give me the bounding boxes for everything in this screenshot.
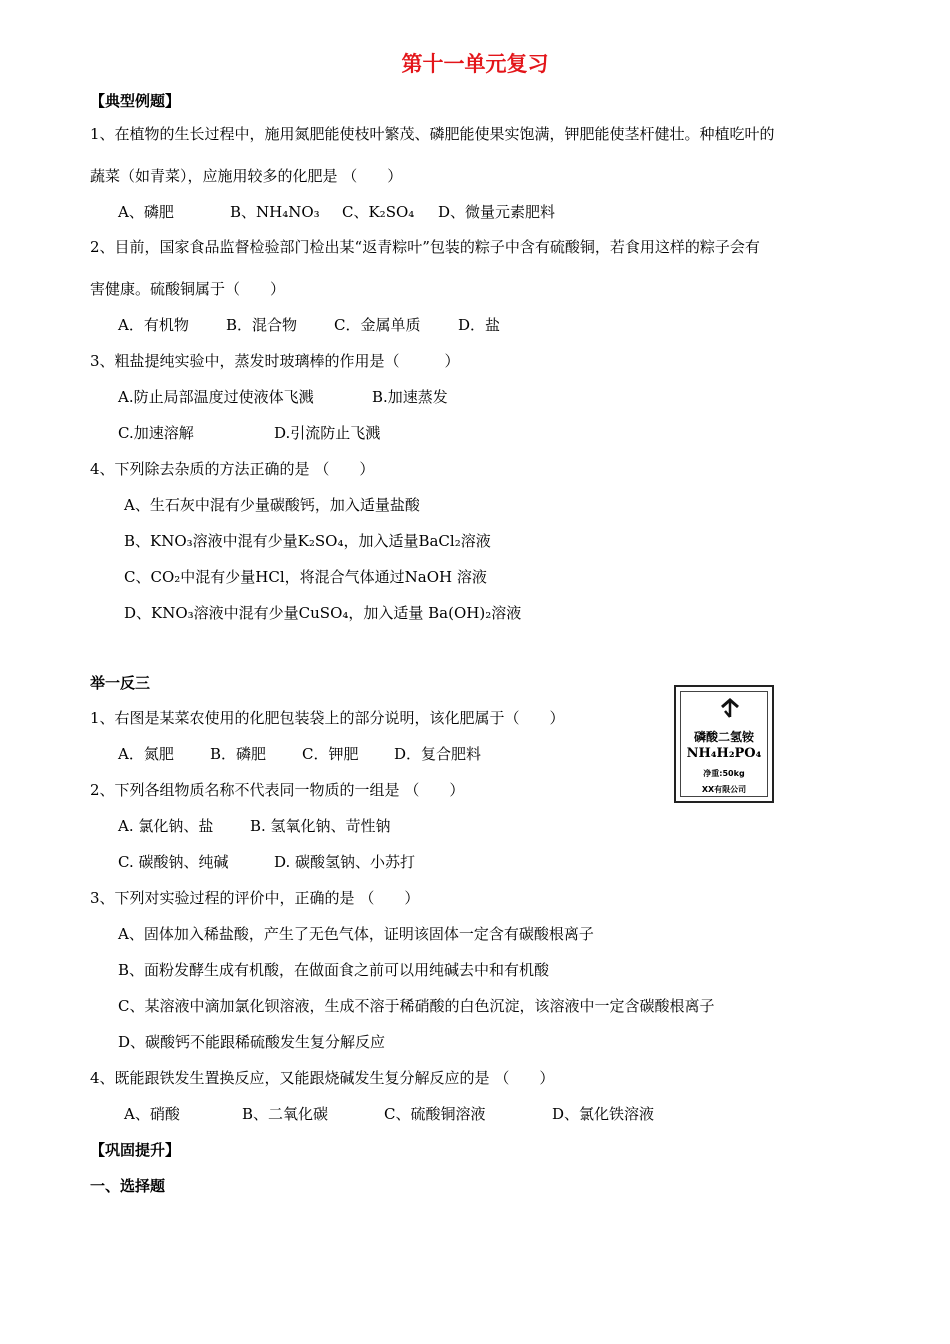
p2-option-b[interactable]: B. 氢氧化钠、苛性钠: [250, 817, 391, 835]
q4-option-b[interactable]: B、KNO₃溶液中混有少量K₂SO₄，加入适量BaCl₂溶液: [124, 532, 491, 550]
q2-option-b[interactable]: B．混合物: [226, 316, 298, 334]
section-typical-examples: 【典型例题】: [90, 92, 181, 110]
section-consolidate: 【巩固提升】: [90, 1141, 181, 1159]
p3-option-c[interactable]: C、某溶液中滴加氯化钡溶液，生成不溶于稀硝酸的白色沉淀，该溶液中一定含碳酸根离子: [118, 997, 715, 1015]
fertilizer-company: XX有限公司: [701, 785, 747, 794]
p4-stem: 4、既能跟铁发生置换反应，又能跟烧碱发生复分解反应的是 （ ）: [90, 1069, 555, 1087]
fertilizer-name: 磷酸二氢铵: [693, 730, 754, 744]
fertilizer-formula: NH₄H₂PO₄: [686, 746, 762, 761]
q4-stem: 4、下列除去杂质的方法正确的是 （ ）: [90, 460, 375, 478]
p1-option-a[interactable]: A．氮肥: [118, 745, 174, 763]
q2-option-a[interactable]: A．有机物: [118, 316, 189, 334]
q3-option-d[interactable]: D.引流防止飞溅: [274, 424, 381, 442]
q1-stem-line2: 蔬菜（如青菜），应施用较多的化肥是 （ ）: [90, 167, 403, 185]
q2-options: [118, 315, 500, 335]
p3-option-a[interactable]: A、固体加入稀盐酸，产生了无色气体，证明该固体一定含有碳酸根离子: [118, 925, 594, 943]
q3-stem: 3、粗盐提纯实验中，蒸发时玻璃棒的作用是（ ）: [90, 352, 460, 370]
q4-option-d[interactable]: D、KNO₃溶液中混有少量CuSO₄，加入适量 Ba(OH)₂溶液: [124, 604, 522, 622]
p2-option-c[interactable]: C. 碳酸钠、纯碱: [118, 853, 229, 871]
p3-option-d[interactable]: D、碳酸钙不能跟稀硫酸发生复分解反应: [118, 1033, 386, 1051]
p3-stem: 3、下列对实验过程的评价中，正确的是 （ ）: [90, 889, 420, 907]
fertilizer-label-image: [674, 685, 774, 803]
p1-stem: 1、右图是某菜农使用的化肥包装袋上的部分说明，该化肥属于（ ）: [90, 709, 565, 727]
p4-option-b[interactable]: B、二氧化碳: [242, 1105, 329, 1123]
q1-option-b[interactable]: B、NH₄NO₃: [230, 203, 320, 221]
p4-option-d[interactable]: D、氯化铁溶液: [552, 1105, 655, 1123]
p1-option-c[interactable]: C．钾肥: [302, 745, 359, 763]
q3-option-c[interactable]: C.加速溶解: [118, 424, 194, 442]
q2-option-c[interactable]: C．金属单质: [334, 316, 421, 334]
section-practice: 举一反三: [90, 674, 151, 692]
p2-options-row1: [118, 816, 391, 836]
q4-option-a[interactable]: A、生石灰中混有少量碳酸钙，加入适量盐酸: [124, 496, 420, 514]
q1-stem-line1: 1、在植物的生长过程中，施用氮肥能使枝叶繁茂、磷肥能使果实饱满，钾肥能使茎杆健壮。种植吃叶的: [90, 125, 775, 143]
q4-option-c[interactable]: C、CO₂中混有少量HCl，将混合气体通过NaOH 溶液: [124, 568, 487, 586]
p2-option-d[interactable]: D. 碳酸氢钠、小苏打: [274, 853, 416, 871]
p4-option-c[interactable]: C、硫酸铜溶液: [384, 1105, 486, 1123]
page-title: 第十一单元复习: [401, 52, 549, 76]
q2-option-d[interactable]: D．盐: [458, 316, 501, 334]
fertilizer-weight: 净重:50kg: [703, 769, 745, 778]
q3-option-b[interactable]: B.加速蒸发: [372, 388, 448, 406]
q1-options: [118, 202, 555, 222]
q2-stem-line2: 害健康。硫酸铜属于（ ）: [90, 280, 286, 298]
p2-options-row2: [118, 852, 415, 872]
p4-option-a[interactable]: A、硝酸: [124, 1105, 180, 1123]
q1-option-c[interactable]: C、K₂SO₄: [342, 203, 415, 221]
p1-option-b[interactable]: B．磷肥: [210, 745, 267, 763]
p2-option-a[interactable]: A. 氯化钠、盐: [118, 817, 214, 835]
p4-options: [124, 1104, 654, 1124]
q2-stem-line1: 2、目前，国家食品监督检验部门检出某“返青粽叶”包装的粽子中含有硫酸铜，若食用这样的粽子会有: [90, 238, 760, 256]
q3-options-row1: [118, 387, 448, 407]
p3-option-b[interactable]: B、面粉发酵生成有机酸，在做面食之前可以用纯碱去中和有机酸: [118, 961, 550, 979]
q1-option-d[interactable]: D、微量元素肥料: [438, 203, 556, 221]
p2-stem: 2、下列各组物质名称不代表同一物质的一组是 （ ）: [90, 781, 465, 799]
p1-options: [118, 744, 481, 764]
p1-option-d[interactable]: D．复合肥料: [394, 745, 482, 763]
q3-option-a[interactable]: A.防止局部温度过使液体飞溅: [118, 388, 314, 406]
keep-upright-icon: [719, 698, 741, 720]
q3-options-row2: [118, 423, 380, 443]
q1-option-a[interactable]: A、磷肥: [118, 203, 174, 221]
section-choice-questions: 一、选择题: [90, 1177, 166, 1195]
